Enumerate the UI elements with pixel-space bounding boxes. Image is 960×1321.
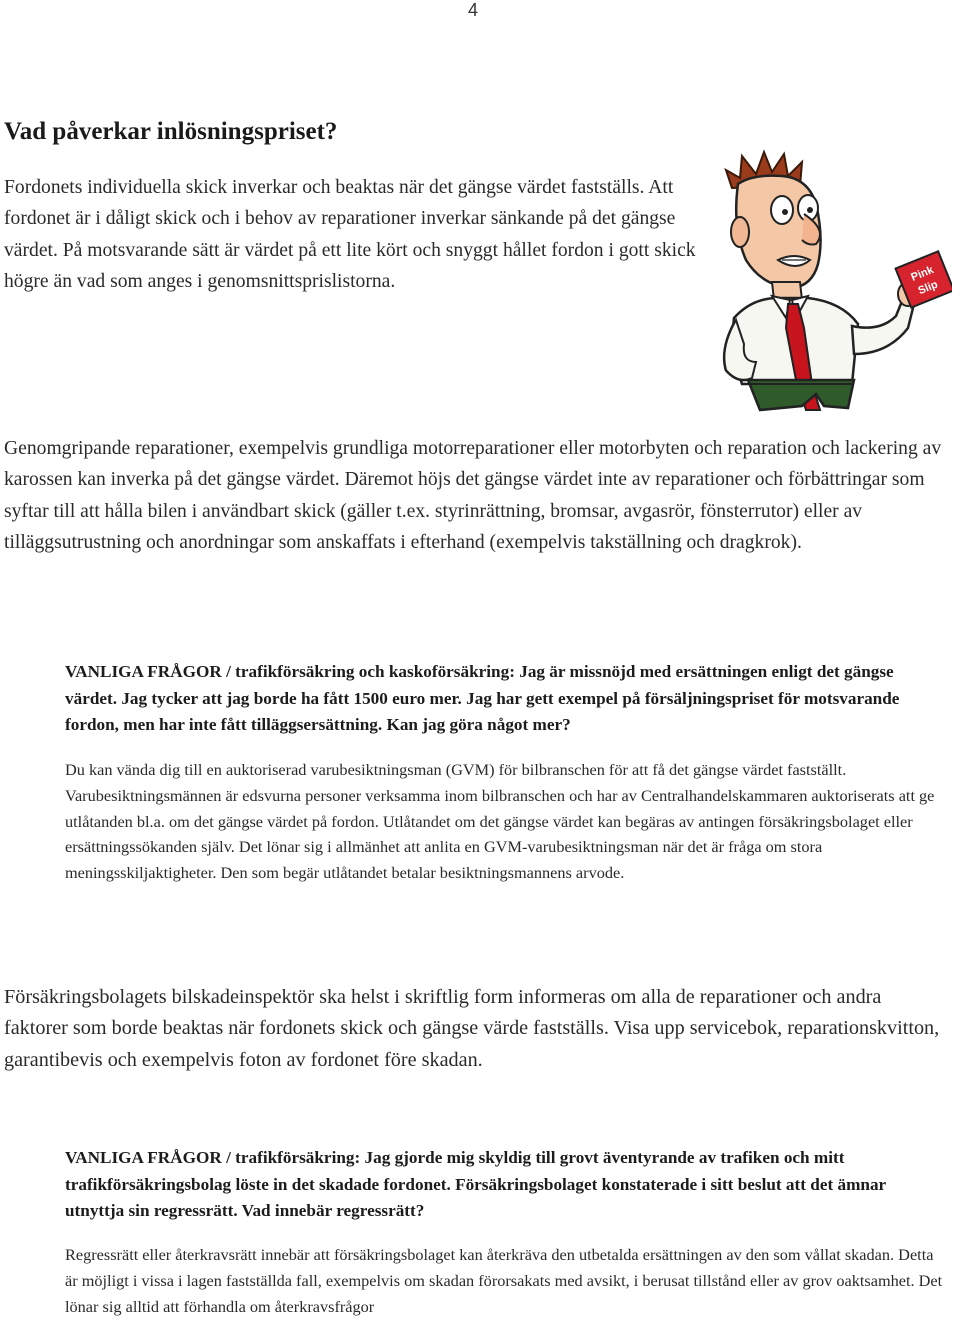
faq-question-2: VANLIGA FRÅGOR / trafikförsäkring: Jag gjorde mig skyldig till grovt äventyrande av trafiken och mitt trafikförsäkringsbolag löste in det skadade fordonet. Försäkringsbolaget konstaterade i sitt beslut att det ämnar utnyttja sin regressrätt. Vad innebär regressrätt?: [65, 1148, 886, 1220]
page-number: 4: [467, 0, 478, 20]
card-text-line-1: Pink: [909, 263, 936, 284]
faq-answer-2: Regressrätt eller återkravsrätt innebär att försäkringsbolaget kan återkräva den utbetalda ersättningen av den som vållat skadan. Detta är möjligt i vissa i lagen fastställda fall, exempelvis om skadan förorsakats med avsikt, i berusat tillstånd eller av grov oaktsamhet. Det lönar sig alltid att förhandla om återkravsfrågor: [65, 1245, 943, 1316]
paragraph-repairs: Genomgripande reparationer, exempelvis grundliga motorreparationer eller motorbyten och reparation och lackering av karossen kan inverka på det gängse värdet. Däremot höjs det gängse värdet inte av reparationer och förbättringar som syftar till att hålla bilen i användbart skick (gäller t.ex. styrinrättning, bromsar, avgasrör, fönsterrutor) eller av tilläggsutrustning och anordningar som anskaffats i efterhand (exempelvis takställning och dragkrok).: [4, 438, 942, 553]
faq-answer-1: Du kan vända dig till en auktoriserad varubesiktningsman (GVM) för bilbranschen för att få det gängse värdet fastställt. Varubesiktningsmännen är edsvurna personer verksamma inom bilbranschen och har av Centralhandelskammaren auktoriserats att ge utlåtanden bl.a. om det gängse värdet på fordon. Utlåtandet om det gängse värdet kan begäras av antingen försäkringsbolaget eller ersättningssökanden själv. Det lönar sig i allmänhet att anlita en GVM-varubesiktningsman när det är fråga om stora meningsskiljaktigheter. Den som begär utlåtandet betalar besiktningsmannens arvode.: [65, 760, 935, 883]
page-heading: Vad påverkar inlösningspriset?: [4, 118, 338, 145]
paragraph-condition: Fordonets individuella skick inverkar och beaktas när det gängse värdet fastställs. Att fordonet är i dåligt skick och i behov av reparationer inverkar sänkande på det gängse värdet. På motsvarande sätt är värdet på ett lite kört och snyggt hållet fordon i gott skick högre än vad som anges i genomsnittsprislistorna.: [4, 177, 696, 292]
card-text-line-2: Slip: [916, 278, 940, 298]
faq-question-1: VANLIGA FRÅGOR / trafikförsäkring och kaskoförsäkring: Jag är missnöjd med ersättningen enligt det gängse värdet. Jag tycker att jag borde ha fått 1500 euro mer. Jag har gett exempel på försäljningspriset för motsvarande fordon, men har inte fått tilläggsersättning. Kan jag göra något mer?: [65, 662, 900, 734]
paragraph-inspector: Försäkringsbolagets bilskadeinspektör ska helst i skriftlig form informeras om alla de reparationer och andra faktorer som borde beaktas när fordonets skick och gängse värde fastställs. Visa upp servicebok, reparationskvitton, garantibevis och exempelvis foton av fordonet före skadan.: [4, 986, 940, 1071]
cartoon-man-pink-slip-icon: [712, 148, 952, 413]
